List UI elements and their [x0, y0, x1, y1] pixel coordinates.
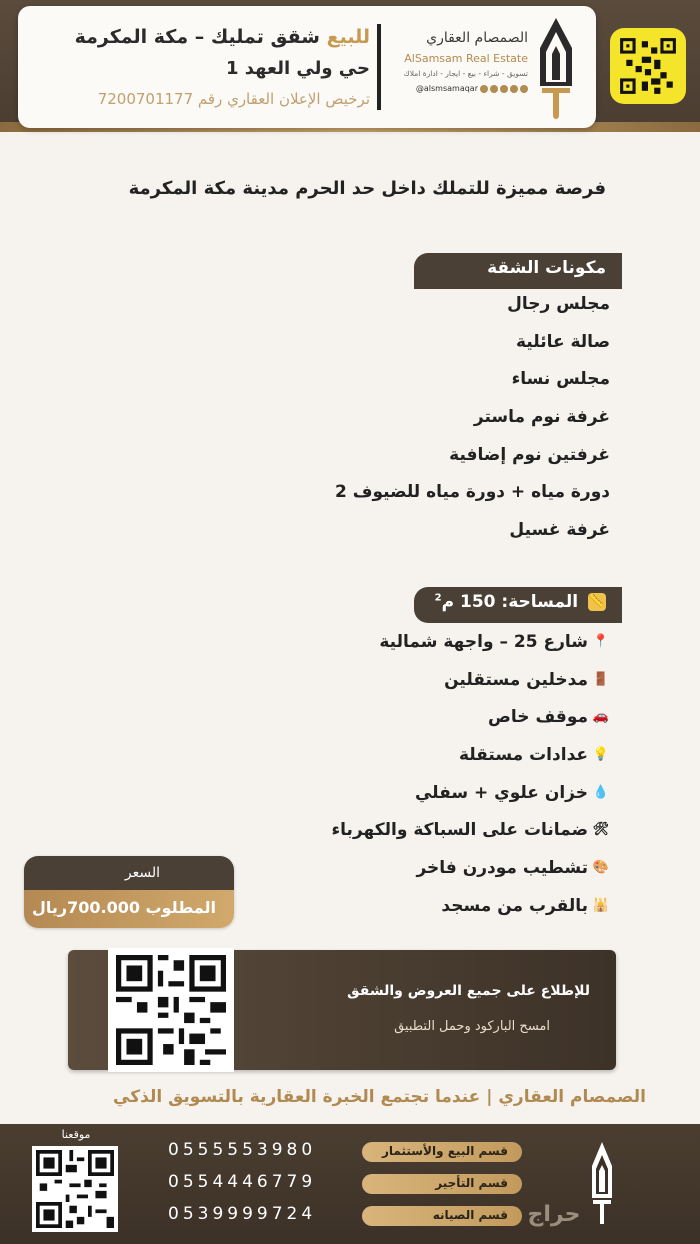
- droplet-icon: 💧: [592, 784, 610, 800]
- list-item: [100, 699, 610, 737]
- listing-type: شقق تمليك – مكة المكرمة: [74, 26, 327, 48]
- list-item: [100, 737, 610, 775]
- price-label: السعر: [24, 856, 234, 890]
- header-divider: [377, 24, 381, 110]
- list-item: [100, 775, 610, 813]
- mosque-icon: 🕌: [592, 897, 610, 913]
- feature-text: عدادات مستقلة: [458, 745, 588, 766]
- footer-logo-icon: [588, 1136, 616, 1228]
- app-banner-subtitle: امسح الباركود وحمل التطبيق: [394, 1019, 550, 1034]
- social-row: [388, 84, 528, 93]
- price-box: [24, 856, 234, 928]
- listing-district: حي ولي العهد 1: [225, 58, 370, 79]
- youtube-icon[interactable]: [490, 85, 498, 93]
- list-item: غرفة غسيل: [509, 520, 610, 541]
- listing-title: [30, 26, 370, 48]
- feature-text: موقف خاص: [488, 707, 588, 728]
- area-heading-text: المساحة: 150 م: [441, 592, 579, 612]
- area-sup: 2: [434, 592, 442, 604]
- list-item: مجلس نساء: [511, 369, 610, 390]
- brand-tagline: تسويق - شراء - بيع - ايجار - ادارة املاك: [403, 69, 528, 78]
- app-banner-title: للإطلاع على جميع العروض والشقق: [347, 983, 590, 999]
- list-item: [100, 662, 610, 700]
- list-item: مجلس رجال: [507, 294, 610, 314]
- pin-icon: 📍: [592, 634, 610, 649]
- feature-text: مدخلين مستقلين: [444, 669, 588, 690]
- social-handle[interactable]: @alsmsamaqar: [415, 84, 478, 93]
- dept-sales-phone[interactable]: 0555553980: [168, 1140, 317, 1160]
- listing-for-sale: للبيع: [326, 26, 370, 48]
- app-qr-code[interactable]: [108, 948, 234, 1072]
- brand-logo-icon: [532, 8, 580, 120]
- list-item: غرفتين نوم إضافية: [449, 444, 610, 465]
- tagline: الصمصام العقاري | عندما تجتمع الخبرة العقارية بالتسويق الذكي: [113, 1087, 646, 1107]
- feature-text: خزان علوي + سفلي: [414, 782, 588, 803]
- feature-text: بالقرب من مسجد: [441, 895, 588, 916]
- intro-text: فرصة مميزة للتملك داخل حد الحرم مدينة مكة المكرمة: [128, 178, 606, 199]
- telegram-icon[interactable]: [510, 85, 518, 93]
- area-heading: [414, 587, 622, 623]
- haraj-watermark: حراج: [527, 1202, 581, 1227]
- dept-rent-label: قسم التأجير: [362, 1174, 522, 1194]
- instagram-icon[interactable]: [500, 85, 508, 93]
- dept-rent-phone[interactable]: 0554446779: [168, 1172, 317, 1192]
- dept-sales-label: قسم البيع والأستثمار: [362, 1142, 522, 1162]
- components-heading: مكونات الشقة: [414, 253, 622, 289]
- snapcode-icon: [617, 35, 679, 97]
- tools-icon: 🛠: [592, 822, 610, 838]
- list-item: صالة عائلية: [516, 331, 610, 352]
- feature-text: تشطيب مودرن فاخر: [416, 858, 588, 879]
- door-icon: 🚪: [592, 671, 610, 687]
- site-qr-code[interactable]: [32, 1146, 118, 1232]
- feature-text: شارع 25 – واجهة شمالية: [379, 632, 588, 652]
- feature-text: ضمانات على السباكة والكهرباء: [331, 820, 588, 841]
- list-item: غرفة نوم ماستر: [473, 407, 610, 428]
- car-icon: 🚗: [592, 709, 610, 725]
- components-list: [100, 286, 610, 550]
- snapcode[interactable]: [610, 28, 686, 104]
- whatsapp-icon[interactable]: [520, 85, 528, 93]
- dept-maintenance-label: قسم الصيانه: [362, 1206, 522, 1226]
- list-item: [100, 624, 610, 662]
- list-item: [100, 812, 610, 850]
- palette-icon: 🎨: [592, 860, 610, 876]
- site-label: موقعنا: [61, 1128, 91, 1141]
- price-value: المطلوب 700.000ريال: [24, 890, 234, 928]
- brand-name-en: AlSamsam Real Estate: [404, 52, 528, 65]
- ruler-icon: 📏: [588, 594, 606, 609]
- bulb-icon: 💡: [592, 747, 610, 763]
- qr-code-icon: [116, 955, 226, 1065]
- listing-license: ترخيص الإعلان العقاري رقم 7200701177: [97, 90, 370, 108]
- snapchat-icon[interactable]: [480, 85, 488, 93]
- dept-maintenance-phone[interactable]: 0539999724: [168, 1204, 317, 1224]
- brand-name-ar: الصمصام العقاري: [426, 30, 528, 46]
- qr-code-icon: [36, 1150, 114, 1228]
- list-item: دورة مياه + دورة مياه للضيوف 2: [334, 482, 610, 503]
